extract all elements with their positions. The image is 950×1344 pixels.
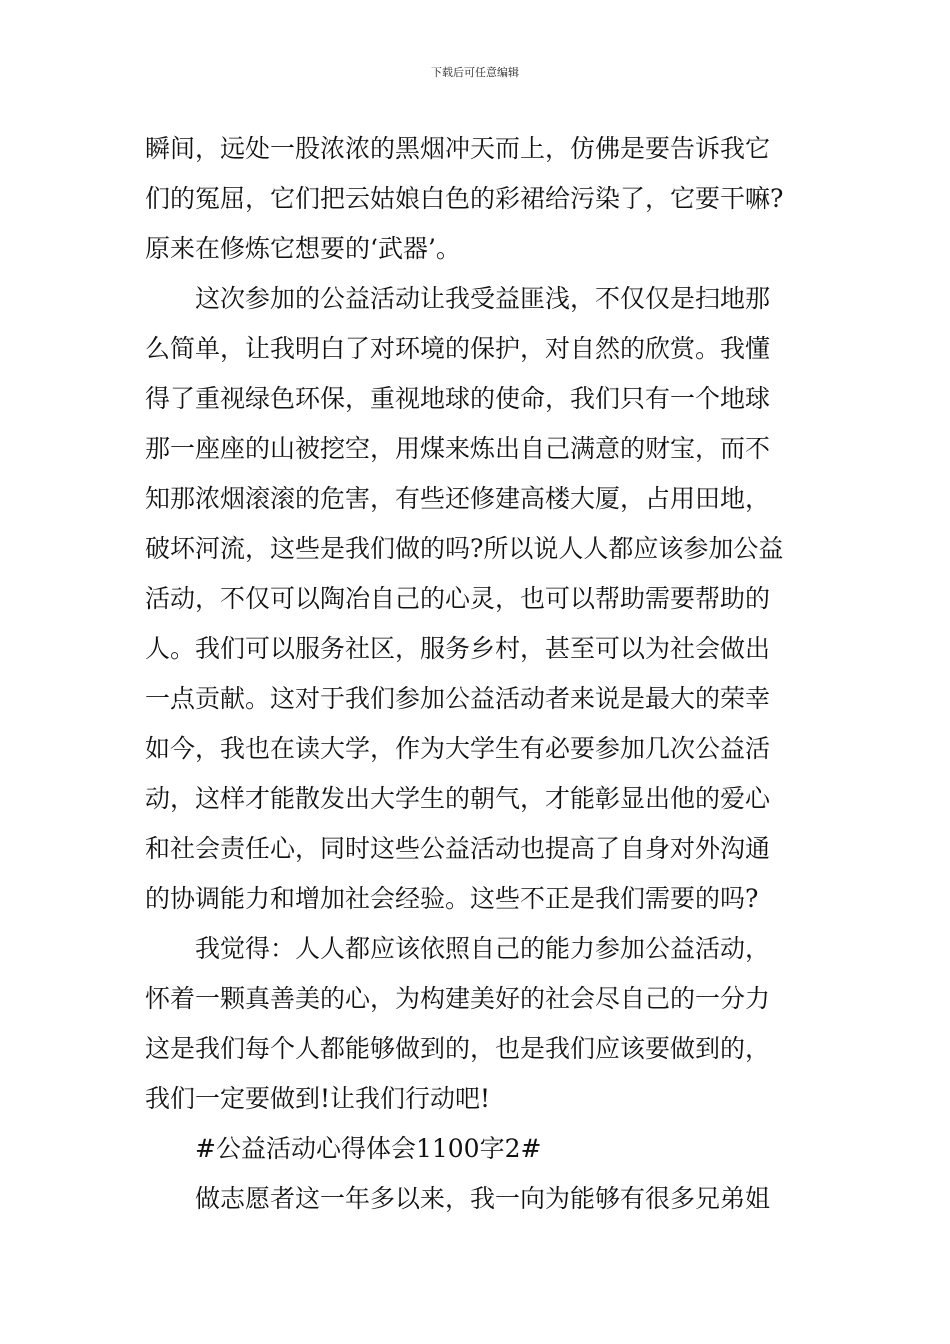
text-line: 得了重视绿色环保，重视地球的使命，我们只有一个地球 <box>145 384 771 413</box>
page-header: 下载后可任意编辑 <box>431 66 519 79</box>
text-line: 这是我们每个人都能够做到的，也是我们应该要做到的， <box>145 1034 771 1063</box>
text-line: 知那浓烟滚滚的危害，有些还修建高楼大厦，占用田地， <box>145 484 771 513</box>
paragraph-start-line: 我觉得：人人都应该依照自己的能力参加公益活动， <box>195 934 771 963</box>
text-line: 么简单，让我明白了对环境的保护，对自然的欣赏。我懂 <box>145 334 771 363</box>
text-line: 我们一定要做到!让我们行动吧! <box>145 1084 491 1113</box>
paragraph-start-line: 做志愿者这一年多以来，我一向为能够有很多兄弟姐 <box>195 1184 771 1213</box>
text-line: 那一座座的山被挖空，用煤来炼出自己满意的财宝，而不 <box>145 434 771 463</box>
text-line: 动，这样才能散发出大学生的朝气，才能彰显出他的爱心 <box>145 784 771 813</box>
text-line: 们的冤屈，它们把云姑娘白色的彩裙给污染了，它要干嘛? <box>145 184 784 213</box>
text-line: 人。我们可以服务社区，服务乡村，甚至可以为社会做出 <box>145 634 771 663</box>
text-line: 破坏河流，这些是我们做的吗?所以说人人都应该参加公益 <box>145 534 784 563</box>
section-heading: #公益活动心得体会1100字2# <box>195 1134 542 1163</box>
text-line: 一点贡献。这对于我们参加公益活动者来说是最大的荣幸 <box>145 684 771 713</box>
text-line: 如今，我也在读大学，作为大学生有必要参加几次公益活 <box>145 734 771 763</box>
text-line: 活动，不仅可以陶冶自己的心灵，也可以帮助需要帮助的 <box>145 584 771 613</box>
text-line: 怀着一颗真善美的心，为构建美好的社会尽自己的一分力 <box>145 984 771 1013</box>
document-body <box>145 124 810 1224</box>
text-line: 和社会责任心，同时这些公益活动也提高了自身对外沟通 <box>145 834 771 863</box>
text-line: 瞬间，远处一股浓浓的黑烟冲天而上，仿佛是要告诉我它 <box>145 134 771 163</box>
text-line: 原来在修炼它想要的‘武器’。 <box>145 234 461 263</box>
text-line: 的协调能力和增加社会经验。这些不正是我们需要的吗? <box>145 884 759 913</box>
paragraph-start-line: 这次参加的公益活动让我受益匪浅，不仅仅是扫地那 <box>195 284 771 313</box>
